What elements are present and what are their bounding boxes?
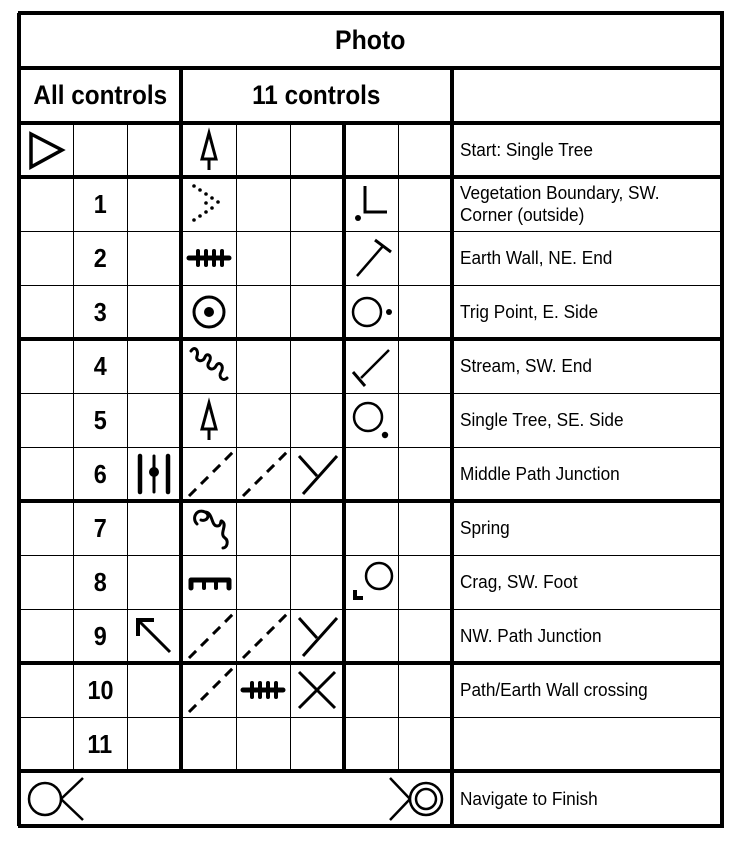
control-description: Vegetation Boundary, SW. Corner (outside) — [460, 182, 660, 225]
symbol-cell — [290, 393, 344, 447]
symbol-cell — [344, 717, 398, 771]
symbol-cell — [127, 501, 181, 555]
control-number: 8 — [93, 566, 107, 597]
symbol-cell — [236, 501, 290, 555]
symbol-cell — [236, 663, 290, 717]
sw-end-icon — [347, 342, 395, 390]
grid-line-horizontal — [19, 555, 722, 556]
control-number-cell — [73, 663, 127, 717]
symbol-cell — [398, 447, 452, 501]
symbol-cell — [127, 231, 181, 285]
start-feature-cell — [181, 123, 236, 177]
control-number-cell — [73, 609, 127, 663]
control-description: Crag, SW. Foot — [460, 571, 578, 592]
control-number: 2 — [93, 242, 107, 273]
symbol-cell — [181, 285, 236, 339]
control-number-cell — [73, 393, 127, 447]
grid-line-vertical — [720, 13, 724, 826]
grid-line-vertical — [73, 123, 74, 771]
spring-icon — [185, 504, 233, 552]
symbol-cell — [236, 177, 290, 231]
earth-wall-icon — [185, 234, 233, 282]
symbol-cell — [127, 609, 181, 663]
nw-arrow-icon — [130, 612, 178, 660]
control-description: NW. Path Junction — [460, 625, 602, 646]
grid-line-horizontal — [19, 393, 722, 394]
sw-corner-outside-icon — [347, 180, 395, 228]
grid-line-vertical — [342, 123, 346, 771]
control-number: 1 — [93, 188, 107, 219]
header-all-controls-cell — [19, 68, 181, 123]
sw-foot-icon — [347, 558, 395, 606]
start-description: Start: Single Tree — [460, 139, 593, 160]
control-description: Trig Point, E. Side — [460, 301, 599, 322]
single-tree-icon — [185, 396, 233, 444]
symbol-cell — [398, 717, 452, 771]
grid-line-horizontal — [18, 11, 724, 15]
grid-line-horizontal — [19, 231, 722, 232]
symbol-cell — [398, 285, 452, 339]
control-number-cell — [73, 555, 127, 609]
control-number-cell — [73, 717, 127, 771]
control-number: 3 — [93, 296, 107, 327]
control-number-cell — [73, 231, 127, 285]
symbol-cell — [344, 393, 398, 447]
path-icon — [185, 612, 233, 660]
trig-point-icon — [185, 288, 233, 336]
grid-line-vertical — [236, 123, 237, 771]
control-number: 10 — [86, 674, 114, 705]
symbol-cell — [344, 177, 398, 231]
grid-line-vertical — [450, 68, 454, 826]
path-icon — [239, 450, 287, 498]
symbol-cell — [290, 177, 344, 231]
control-description: Single Tree, SE. Side — [460, 409, 624, 430]
path-icon — [185, 666, 233, 714]
symbol-cell — [290, 285, 344, 339]
control-number-cell — [73, 501, 127, 555]
control-description: Spring — [460, 517, 510, 538]
symbol-cell — [290, 501, 344, 555]
grid-line-horizontal — [18, 337, 724, 341]
vegetation-boundary-icon — [185, 180, 233, 228]
symbol-cell — [344, 501, 398, 555]
control-number: 4 — [93, 350, 107, 381]
stream-icon — [185, 342, 233, 390]
finish-left-cell — [19, 771, 99, 826]
start-triangle-icon — [22, 126, 70, 174]
symbol-cell — [127, 393, 181, 447]
symbol-cell — [398, 231, 452, 285]
control-description: Earth Wall, NE. End — [460, 247, 613, 268]
title-cell — [19, 13, 722, 68]
symbol-cell — [398, 609, 452, 663]
symbol-cell — [344, 609, 398, 663]
junction-icon — [293, 612, 341, 660]
control-number: 5 — [93, 404, 107, 435]
symbol-cell — [181, 501, 236, 555]
navigate-finish-icon — [376, 774, 446, 824]
control-description: Path/Earth Wall crossing — [460, 679, 648, 700]
symbol-cell — [398, 177, 452, 231]
middle-icon — [130, 450, 178, 498]
symbol-cell — [290, 447, 344, 501]
symbol-cell — [181, 555, 236, 609]
symbol-cell — [127, 663, 181, 717]
symbol-cell — [290, 339, 344, 393]
symbol-cell — [127, 447, 181, 501]
grid-line-horizontal — [19, 609, 722, 610]
path-icon — [239, 612, 287, 660]
finish-description: Navigate to Finish — [460, 787, 598, 809]
symbol-cell — [181, 663, 236, 717]
symbol-cell — [344, 339, 398, 393]
symbol-cell — [344, 285, 398, 339]
crag-icon — [185, 558, 233, 606]
symbol-cell — [236, 339, 290, 393]
symbol-cell — [236, 231, 290, 285]
symbol-cell — [290, 717, 344, 771]
symbol-cell — [181, 393, 236, 447]
ne-end-icon — [347, 234, 395, 282]
control-number-cell — [73, 447, 127, 501]
symbol-cell — [127, 177, 181, 231]
grid-line-horizontal — [18, 66, 724, 70]
east-side-icon — [347, 288, 395, 336]
symbol-cell — [398, 663, 452, 717]
grid-line-horizontal — [18, 824, 724, 828]
grid-line-vertical — [17, 13, 21, 826]
junction-icon — [293, 450, 341, 498]
grid-line-horizontal — [18, 175, 724, 179]
symbol-cell — [181, 609, 236, 663]
earth-wall-icon — [239, 666, 287, 714]
symbol-cell — [127, 717, 181, 771]
symbol-cell — [290, 663, 344, 717]
symbol-cell — [181, 231, 236, 285]
symbol-cell — [398, 555, 452, 609]
symbol-cell — [398, 501, 452, 555]
control-number: 6 — [93, 458, 107, 489]
symbol-cell — [127, 285, 181, 339]
symbol-cell — [181, 717, 236, 771]
grid-line-horizontal — [19, 447, 722, 448]
grid-line-horizontal — [18, 769, 724, 773]
sheet-title: Photo — [335, 25, 406, 55]
header-all-controls: All controls — [33, 80, 167, 110]
control-number: 9 — [93, 620, 107, 651]
control-number-cell — [73, 285, 127, 339]
grid-line-vertical — [179, 68, 183, 771]
grid-line-horizontal — [18, 661, 724, 665]
symbol-cell — [290, 609, 344, 663]
symbol-cell — [236, 609, 290, 663]
symbol-cell — [236, 447, 290, 501]
header-control-count: 11 controls — [252, 80, 381, 110]
path-icon — [185, 450, 233, 498]
control-description: Stream, SW. End — [460, 355, 592, 376]
symbol-cell — [398, 339, 452, 393]
grid-line-vertical — [127, 123, 128, 771]
symbol-cell — [127, 339, 181, 393]
grid-line-horizontal — [19, 717, 722, 718]
start-symbol-cell — [19, 123, 73, 177]
symbol-cell — [344, 663, 398, 717]
control-number-cell — [73, 339, 127, 393]
control-description: Middle Path Junction — [460, 463, 620, 484]
symbol-cell — [127, 555, 181, 609]
grid-line-vertical — [398, 123, 399, 771]
symbol-cell — [290, 231, 344, 285]
symbol-cell — [236, 717, 290, 771]
grid-line-vertical — [290, 123, 291, 771]
grid-line-horizontal — [18, 121, 724, 125]
symbol-cell — [236, 393, 290, 447]
symbol-cell — [181, 177, 236, 231]
header-blank-cell — [452, 68, 722, 123]
finish-right-cell — [370, 771, 452, 826]
single-tree-icon — [185, 126, 233, 174]
control-number: 7 — [93, 512, 107, 543]
symbol-cell — [181, 339, 236, 393]
symbol-cell — [181, 447, 236, 501]
symbol-cell — [344, 555, 398, 609]
symbol-cell — [398, 393, 452, 447]
control-number-cell — [73, 177, 127, 231]
control-number: 11 — [87, 728, 113, 759]
symbol-cell — [290, 555, 344, 609]
symbol-cell — [344, 447, 398, 501]
crossing-icon — [293, 666, 341, 714]
symbol-cell — [236, 555, 290, 609]
symbol-cell — [236, 285, 290, 339]
symbol-cell — [344, 231, 398, 285]
control-description — [452, 717, 722, 771]
header-count-cell — [181, 68, 452, 123]
navigate-start-icon — [25, 774, 95, 824]
grid-line-horizontal — [19, 285, 722, 286]
grid-line-horizontal — [18, 499, 724, 503]
se-side-icon — [347, 396, 395, 444]
